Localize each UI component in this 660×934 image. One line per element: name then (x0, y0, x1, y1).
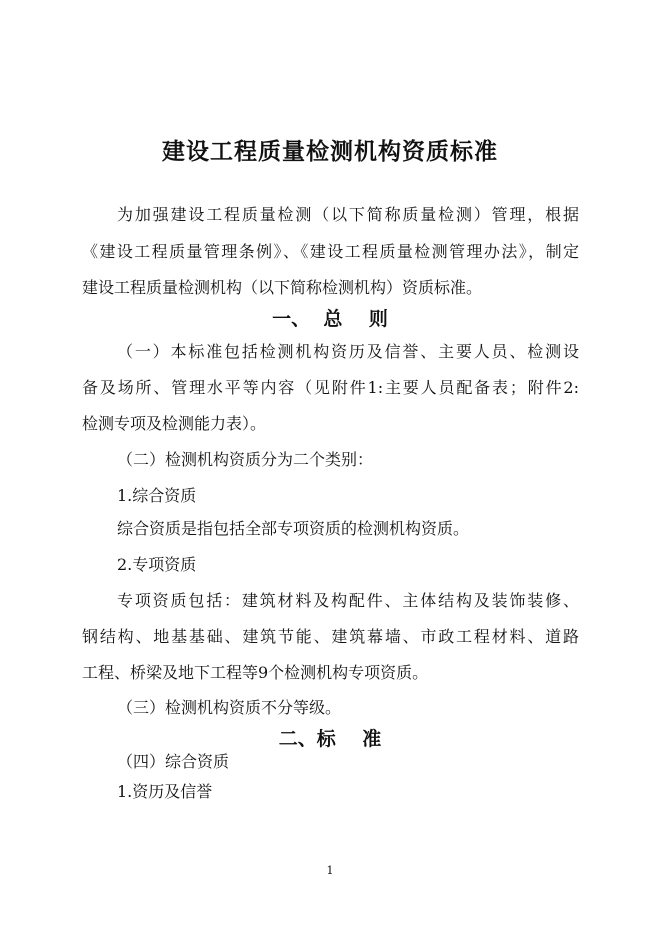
clause-1-line-1: （一）本标准包括检测机构资历及信誉、主要人员、检测设 (117, 342, 579, 361)
clause-1-line-3: 检测专项及检测能力表）。 (82, 414, 267, 433)
item-special-desc-line-3: 工程、桥梁及地下工程等9个检测机构专项资质。 (82, 663, 429, 682)
intro-line-1: 为加强建设工程质量检测（以下简称质量检测）管理，根据 (117, 205, 579, 224)
intro-line-2: 《建设工程质量管理条例》、《建设工程质量检测管理办法》，制定 (82, 242, 579, 261)
section-heading-standard: 二、标 准 (278, 728, 382, 750)
item-comprehensive: 1.综合资质 (117, 486, 197, 505)
item-special-desc-line-2: 钢结构、地基基础、建筑节能、建筑幕墙、市政工程材料、道路 (82, 627, 579, 646)
item-history-reputation: 1.资历及信誉 (117, 782, 213, 801)
clause-1-line-2: 备及场所、管理水平等内容（见附件1:主要人员配备表；附件2: (82, 378, 579, 397)
document-title: 建设工程质量检测机构资质标准 (162, 139, 498, 165)
clause-4: （四）综合资质 (117, 752, 230, 771)
item-special-desc-line-1: 专项资质包括：建筑材料及构配件、主体结构及装饰装修、 (117, 591, 579, 610)
section-heading-general: 一、 总 则 (272, 308, 388, 330)
item-special: 2.专项资质 (117, 555, 197, 574)
intro-line-3: 建设工程质量检测机构（以下简称检测机构）资质标准。 (82, 278, 483, 297)
page-number: 1 (326, 864, 334, 877)
clause-3: （三）检测机构资质不分等级。 (117, 698, 342, 717)
item-comprehensive-desc: 综合资质是指包括全部专项资质的检测机构资质。 (117, 519, 470, 538)
clause-2: （二）检测机构资质分为二个类别： (117, 450, 374, 469)
